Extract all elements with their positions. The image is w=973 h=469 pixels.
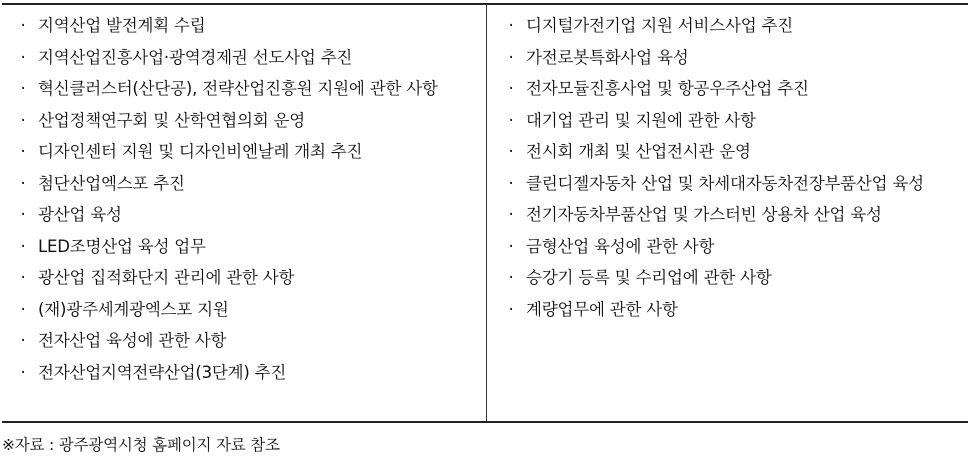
bullet: · [508, 16, 514, 35]
list-item-text: 금형산업 육성에 관한 사항 [526, 236, 715, 256]
list-item-text: 디지털가전기업 지원 서비스사업 추진 [526, 16, 793, 35]
list-item [498, 73, 964, 105]
bullet: · [20, 16, 26, 35]
bullet: · [508, 299, 514, 319]
list-item [10, 357, 480, 389]
list-item [498, 136, 964, 168]
list-item-text: (재)광주세계광엑스포 지원 [38, 299, 229, 319]
list-item-text: 광산업 집적화단지 관리에 관한 사항 [38, 268, 295, 287]
list-item [498, 262, 964, 294]
bullet: · [508, 268, 514, 287]
bullet: · [508, 142, 514, 161]
bullet: · [508, 173, 514, 193]
list-item [10, 73, 480, 105]
list-item-text: 전자모듈진흥사업 및 항공우주산업 추진 [526, 79, 809, 98]
list-item [498, 42, 964, 74]
list-item-text: 광산업 육성 [38, 205, 122, 224]
bullet: · [508, 79, 514, 98]
bullet: · [508, 110, 514, 130]
bullet: · [20, 173, 26, 193]
list-item [498, 10, 964, 42]
list-item-text: 산업정책연구회 및 산학연협의회 운영 [38, 110, 305, 130]
bullet: · [20, 47, 26, 67]
left-column [10, 10, 480, 388]
bullet: · [20, 79, 26, 98]
list-item [10, 105, 480, 137]
list-item-text: 승강기 등록 및 수리업에 관한 사항 [526, 268, 772, 287]
list-item [10, 10, 480, 42]
list-item [498, 231, 964, 263]
bullet: · [20, 236, 26, 256]
list-item-text: 전자산업지역전략산업(3단계) 추진 [38, 362, 287, 382]
bullet: · [20, 299, 26, 319]
duties-table [2, 3, 968, 423]
bullet: · [508, 236, 514, 256]
bullet: · [20, 268, 26, 287]
list-item-text: 가전로봇특화사업 육성 [526, 47, 689, 67]
source-note: ※자료 : 광주광역시청 홈페이지 자료 참조 [2, 436, 280, 454]
list-item-text: 첨단산업엑스포 추진 [38, 173, 185, 193]
list-item [10, 294, 480, 326]
list-item [498, 105, 964, 137]
list-item-text: 계량업무에 관한 사항 [526, 299, 678, 319]
list-item-text: LED조명산업 육성 업무 [38, 236, 206, 256]
list-item [10, 168, 480, 200]
list-item [10, 199, 480, 231]
list-item [10, 231, 480, 263]
list-item [498, 294, 964, 326]
bullet: · [20, 142, 26, 161]
bullet: · [508, 47, 514, 67]
list-item-text: 대기업 관리 및 지원에 관한 사항 [526, 110, 756, 130]
list-item [10, 42, 480, 74]
bullet: · [20, 110, 26, 130]
list-item [498, 168, 964, 200]
list-item-text: 디자인센터 지원 및 디자인비엔날레 개최 추진 [38, 142, 363, 161]
list-item [10, 325, 480, 357]
right-column [498, 10, 964, 325]
list-item [498, 199, 964, 231]
bullet: · [20, 331, 26, 350]
bullet: · [508, 205, 514, 224]
list-item-text: 지역산업 발전계획 수립 [38, 16, 206, 35]
bullet: · [20, 362, 26, 382]
list-item-text: 지역산업진흥사업·광역경제권 선도사업 추진 [38, 47, 353, 67]
column-divider [486, 5, 487, 421]
list-item [10, 136, 480, 168]
list-item-text: 전시회 개최 및 산업전시관 운영 [526, 142, 751, 161]
list-item [10, 262, 480, 294]
list-item-text: 전자산업 육성에 관한 사항 [38, 331, 227, 350]
list-item-text: 혁신클러스터(산단공), 전략산업진흥원 지원에 관한 사항 [38, 79, 438, 98]
bullet: · [20, 205, 26, 224]
list-item-text: 전기자동차부품산업 및 가스터빈 상용차 산업 육성 [526, 205, 882, 224]
list-item-text: 클린디젤자동차 산업 및 차세대자동차전장부품산업 육성 [526, 173, 924, 193]
